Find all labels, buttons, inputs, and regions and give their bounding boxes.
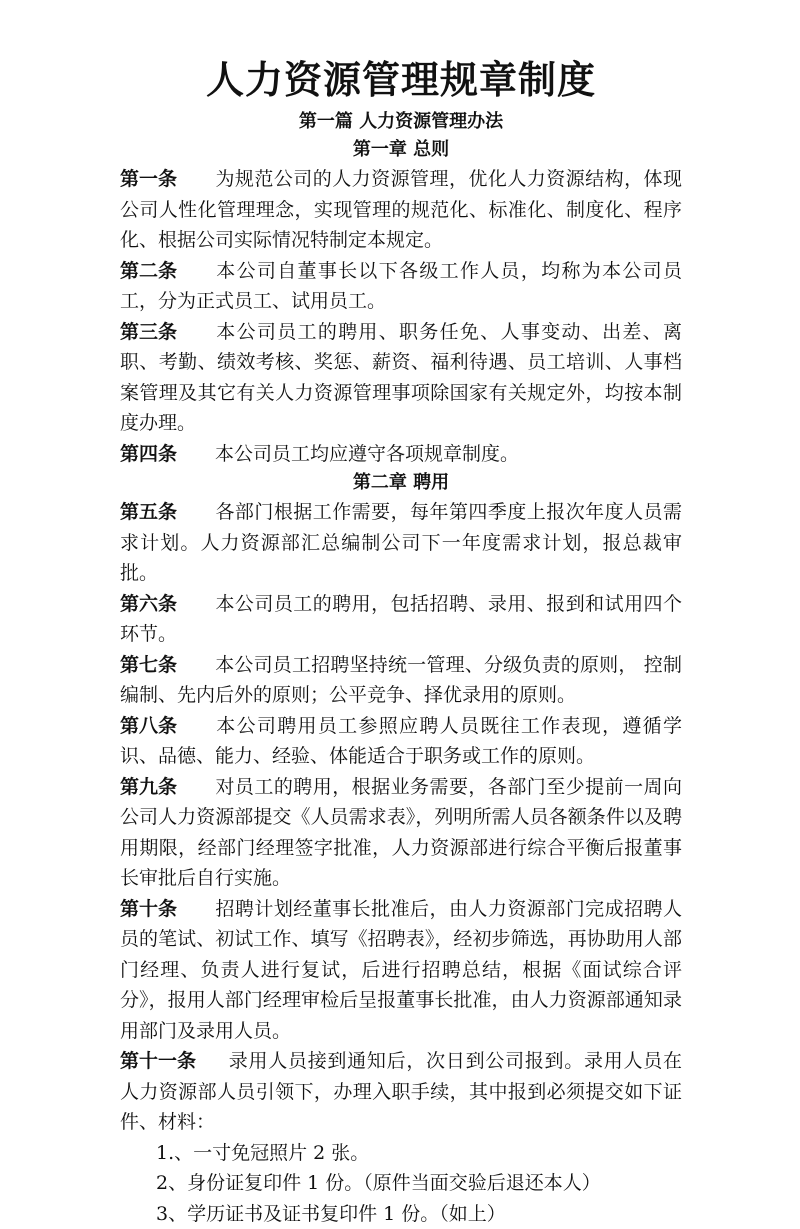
article-label: 第三条: [120, 317, 215, 348]
list-item: 3、学历证书及证书复印件 1 份。（如上）: [120, 1199, 682, 1229]
document-title: 人力资源管理规章制度: [120, 54, 682, 106]
article-text: 本公司员工均应遵守各项规章制度。: [215, 443, 519, 465]
part-title: 第一篇 人力资源管理办法: [120, 108, 682, 136]
article-label: 第十一条: [120, 1046, 228, 1077]
article-label: 第四条: [120, 439, 215, 470]
article-label: 第五条: [120, 497, 215, 528]
article-label: 第一条: [120, 164, 215, 195]
article-label: 第十条: [120, 894, 215, 925]
chapter-1-title: 第一章 总则: [120, 136, 682, 164]
article-text: 录用人员接到通知后，次日到公司报到。录用人员在人力资源部人员引领下，办理入职手续，其中报到必须提交如下证件、材料：: [120, 1050, 682, 1133]
article-label: 第九条: [120, 772, 215, 803]
article-text: 本公司自董事长以下各级工作人员，均称为本公司员工，分为正式员工、试用员工。: [120, 260, 682, 313]
article-text: 为规范公司的人力资源管理，优化人力资源结构，体现公司人性化管理理念，实现管理的规范化、标准化、制度化、程序化、根据公司实际情况特制定本规定。: [120, 168, 682, 251]
chapter-2-title: 第二章 聘用: [120, 469, 682, 497]
article-2: [120, 256, 682, 317]
article-5: [120, 497, 682, 589]
article-11: [120, 1046, 682, 1138]
article-10: [120, 894, 682, 1047]
article-text: 本公司聘用员工参照应聘人员既往工作表现，遵循学识、品德、能力、经验、体能适合于职务或工作的原则。: [120, 715, 682, 768]
article-1: [120, 164, 682, 256]
article-9: [120, 772, 682, 894]
article-label: 第七条: [120, 650, 215, 681]
list-item: 2、身份证复印件 1 份。（原件当面交验后退还本人）: [120, 1168, 682, 1199]
article-6: [120, 589, 682, 650]
article-label: 第八条: [120, 711, 215, 742]
article-text: 本公司员工的聘用、职务任免、人事变动、出差、离职、考勤、绩效考核、奖惩、薪资、福利待遇、员工培训、人事档案管理及其它有关人力资源管理事项除国家有关规定外，均按本制度办理。: [120, 321, 682, 435]
article-text: 对员工的聘用，根据业务需要，各部门至少提前一周向公司人力资源部提交《人员需求表》，列明所需人员各额条件以及聘用期限，经部门经理签字批准，人力资源部进行综合平衡后报董事长审批后自行实施。: [120, 776, 682, 890]
article-text: 招聘计划经董事长批准后，由人力资源部门完成招聘人员的笔试、初试工作、填写《招聘表》，经初步筛选，再协助用人部门经理、负责人进行复试，后进行招聘总结，根据《面试综合评分》，报用人部门经理审检后呈报董事长批准，由人力资源部通知录用部门及录用人员。: [120, 898, 682, 1042]
article-text: 本公司员工招聘坚持统一管理、分级负责的原则， 控制编制、先内后外的原则；公平竞争、择优录用的原则。: [120, 654, 682, 707]
article-label: 第六条: [120, 589, 215, 620]
article-8: [120, 711, 682, 772]
article-3: [120, 317, 682, 439]
article-7: [120, 650, 682, 711]
article-4: [120, 439, 682, 470]
list-item: 1.、一寸免冠照片 2 张。: [120, 1138, 682, 1169]
article-text: 各部门根据工作需要，每年第四季度上报次年度人员需求计划。人力资源部汇总编制公司下一年度需求计划，报总裁审批。: [120, 501, 682, 584]
article-label: 第二条: [120, 256, 215, 287]
article-text: 本公司员工的聘用，包括招聘、录用、报到和试用四个环节。: [120, 593, 682, 646]
